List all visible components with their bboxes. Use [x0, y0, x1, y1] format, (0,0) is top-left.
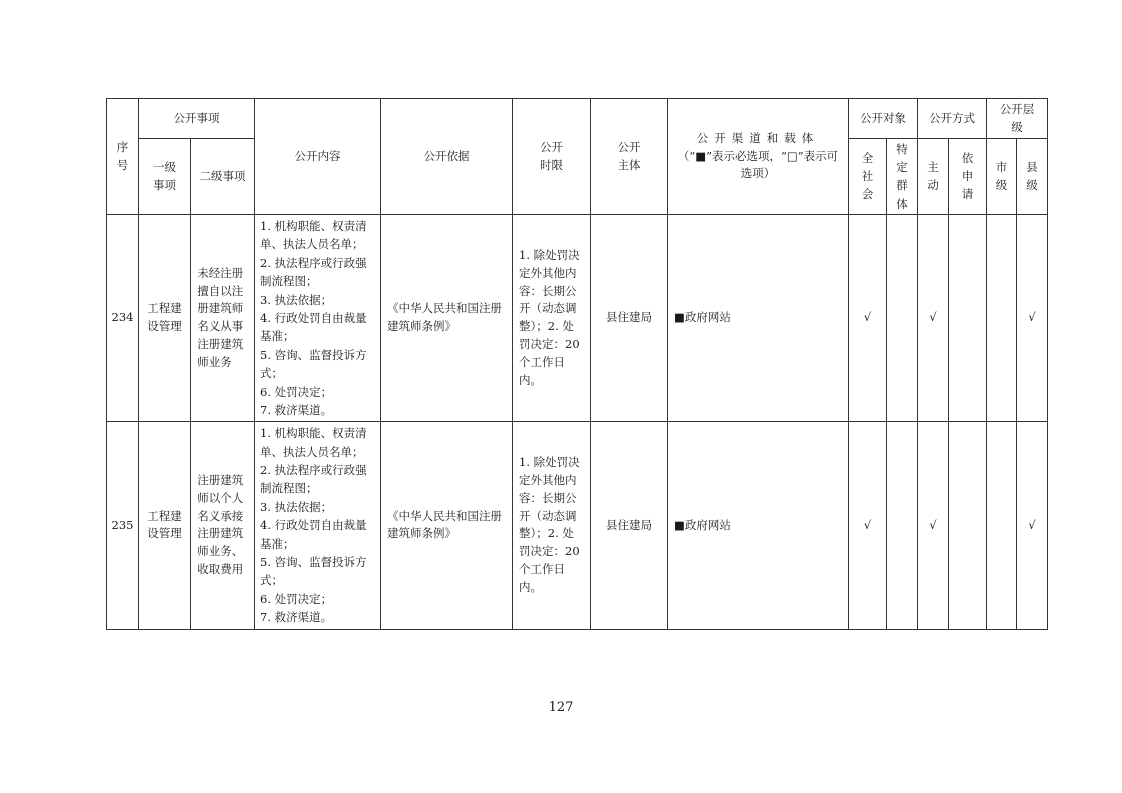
- content-item: 2. 执法程序或行政强制流程图；: [260, 463, 367, 496]
- content-item: 7. 救济渠道。: [260, 402, 333, 417]
- row-target-specific: [887, 215, 918, 422]
- row-level-county: √: [1017, 422, 1048, 629]
- row-target-specific: [887, 422, 918, 629]
- content-item: 7. 救济渠道。: [260, 610, 333, 625]
- header-level1: 一级事项: [139, 139, 191, 215]
- header-content: 公开内容: [255, 99, 381, 215]
- table-row: [107, 215, 1048, 422]
- content-item: 1. 机构职能、权责清单、执法人员名单；: [260, 426, 367, 459]
- header-level-city: 市级: [987, 139, 1017, 215]
- row-level2: 未经注册擅自以注册建筑师名义从事注册建筑师业务: [191, 215, 255, 422]
- row-deadline: 1. 除处罚决定外其他内容：长期公开（动态调整）；2. 处罚决定：20个工作日内。: [513, 215, 591, 422]
- header-method-request: 依申请: [949, 139, 987, 215]
- content-item: 3. 执法依据；: [260, 499, 333, 514]
- content-item: 2. 执法程序或行政强制流程图；: [260, 255, 367, 289]
- row-subject: 县住建局: [591, 215, 668, 422]
- content-item: 3. 执法依据；: [260, 292, 333, 307]
- content-item: 5. 咨询、监督投诉方式；: [260, 347, 367, 381]
- row-method-active: √: [918, 422, 949, 629]
- header-basis: 公开依据: [381, 99, 513, 215]
- header-target-specific: 特定群体: [887, 139, 918, 215]
- row-channel: ■政府网站: [668, 215, 849, 422]
- row-seq: 234: [107, 215, 139, 422]
- header-items-group: 公开事项: [139, 99, 255, 139]
- row-level-city: [987, 422, 1017, 629]
- disclosure-table: [106, 98, 1048, 630]
- row-target-all: √: [849, 422, 887, 629]
- row-target-all: √: [849, 215, 887, 422]
- header-channel: 公开渠道和载体 （“■”表示必选项，“□”表示可选项）: [668, 99, 849, 215]
- content-item: 5. 咨询、监督投诉方式；: [260, 555, 367, 588]
- row-method-active: √: [918, 215, 949, 422]
- row-level-city: [987, 215, 1017, 422]
- header-subject: 公开主体: [591, 99, 668, 215]
- header-seq: 序号: [107, 99, 139, 215]
- header-level2: 二级事项: [191, 139, 255, 215]
- header-method-group: 公开方式: [918, 99, 987, 139]
- row-basis: 《中华人民共和国注册建筑师条例》: [381, 422, 513, 629]
- header-level-group: 公开层级: [987, 99, 1048, 139]
- row-method-request: [949, 215, 987, 422]
- content-item: 6. 处罚决定；: [260, 591, 333, 606]
- row-channel: ■政府网站: [668, 422, 849, 629]
- header-method-active: 主动: [918, 139, 949, 215]
- content-item: 6. 处罚决定；: [260, 384, 333, 399]
- content-item: 1. 机构职能、权责清单、执法人员名单；: [260, 219, 367, 252]
- content-item: 4. 行政处罚自由裁量基准；: [260, 310, 367, 344]
- row-content: [255, 215, 381, 422]
- row-method-request: [949, 422, 987, 629]
- row-deadline: 1. 除处罚决定外其他内容：长期公开（动态调整）；2. 处罚决定：20个工作日内。: [513, 422, 591, 629]
- row-content: [255, 422, 381, 629]
- content-item: 4. 行政处罚自由裁量基准；: [260, 518, 367, 551]
- row-level-county: √: [1017, 215, 1048, 422]
- row-level1: 工程建设管理: [139, 422, 191, 629]
- row-level2: 注册建筑师以个人名义承接注册建筑师业务、收取费用: [191, 422, 255, 629]
- row-seq: 235: [107, 422, 139, 629]
- header-level-county: 县级: [1017, 139, 1048, 215]
- header-target-group: 公开对象: [849, 99, 918, 139]
- header-target-all: 全社会: [849, 139, 887, 215]
- header-deadline: 公开时限: [513, 99, 591, 215]
- table-row: [107, 422, 1048, 629]
- row-basis: 《中华人民共和国注册建筑师条例》: [381, 215, 513, 422]
- page-number: 127: [548, 700, 574, 715]
- row-level1: 工程建设管理: [139, 215, 191, 422]
- row-subject: 县住建局: [591, 422, 668, 629]
